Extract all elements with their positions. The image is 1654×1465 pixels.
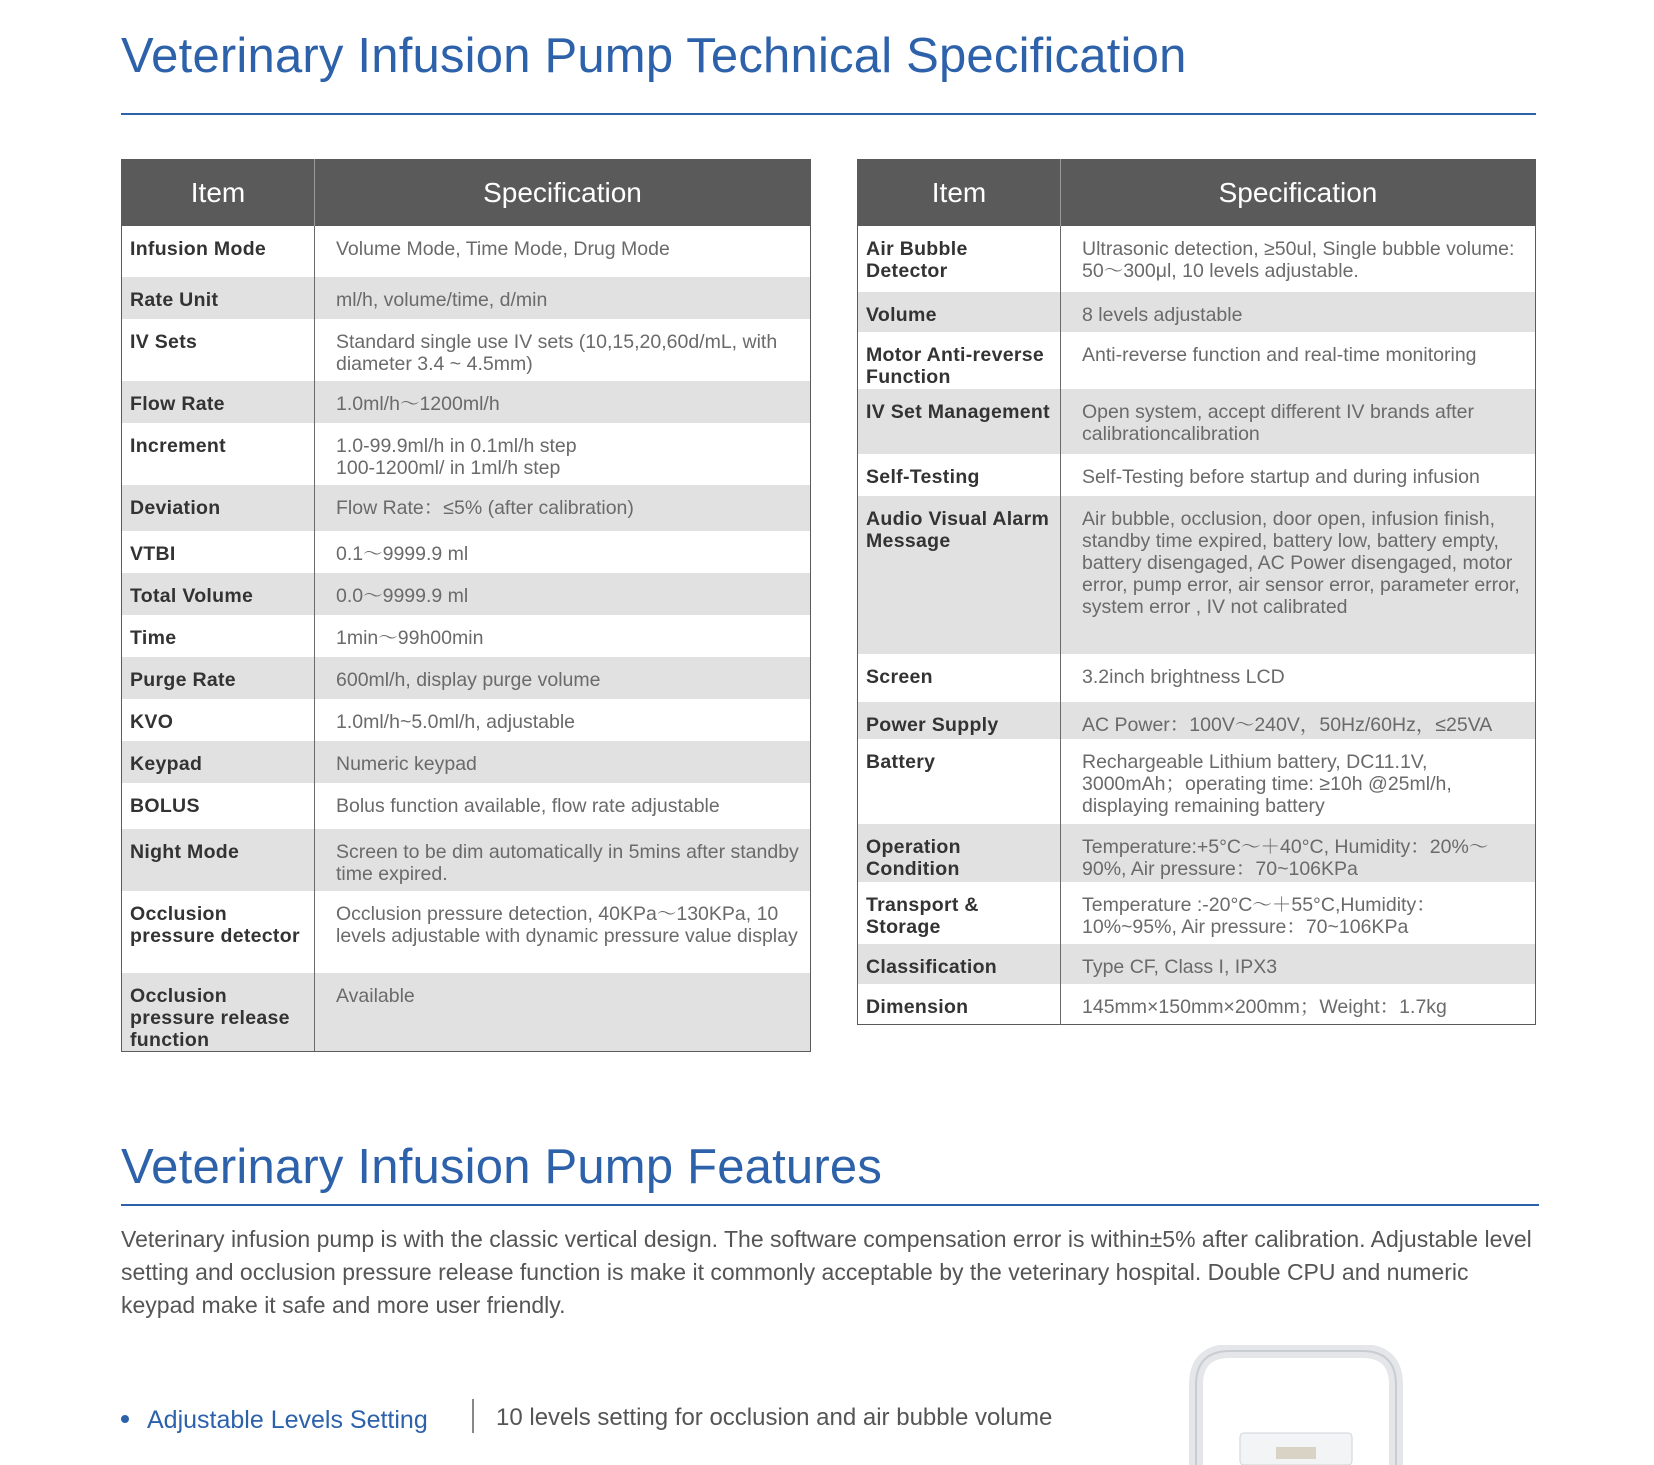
bullet-divider bbox=[472, 1399, 474, 1433]
features-title: Veterinary Infusion Pump Features bbox=[121, 1140, 883, 1194]
spec-cell: 1.0ml/h～1200ml/h bbox=[315, 381, 811, 423]
item-cell: Motor Anti-reverse Function bbox=[858, 332, 1061, 389]
spec-cell: 1min～99h00min bbox=[336, 627, 484, 649]
spec-cell: ml/h, volume/time, d/min bbox=[315, 277, 811, 319]
item-header: Item bbox=[122, 160, 315, 227]
spec-row-bolus bbox=[122, 783, 811, 829]
bullet-title: Adjustable Levels Setting bbox=[147, 1406, 428, 1434]
spec-cell: Flow Rate：≤5% (after calibration) bbox=[315, 485, 811, 531]
item-cell: VTBI bbox=[122, 531, 315, 573]
item-cell: Time bbox=[122, 615, 315, 657]
spec-row-audio-visual-alarm-message bbox=[858, 496, 1536, 654]
item-cell: Dimension bbox=[858, 984, 1061, 1024]
spec-row-battery bbox=[858, 739, 1536, 824]
spec-cell: Anti-reverse function and real-time monitoring bbox=[1082, 344, 1477, 366]
spec-header: Specification bbox=[315, 160, 811, 227]
spec-row-kvo bbox=[122, 699, 811, 741]
spec-row-vtbi bbox=[122, 531, 811, 573]
bullet-description: 10 levels setting for occlusion and air bubble volume bbox=[496, 1404, 1053, 1431]
spec-row-volume bbox=[858, 292, 1536, 332]
spec-row-motor-anti-reverse-function bbox=[858, 332, 1536, 389]
spec-cell: Rechargeable Lithium battery, DC11.1V, 3000mAh；operating time: ≥10h @25ml/h, displaying remaining battery bbox=[1082, 751, 1452, 817]
spec-cell: 0.1～9999.9 ml bbox=[336, 543, 469, 565]
spec-cell: Temperature:+5°C～＋40°C, Humidity：20%～90%, Air pressure：70~106KPa bbox=[1061, 824, 1536, 882]
spec-row-dimension bbox=[858, 984, 1536, 1024]
spec-row-time bbox=[122, 615, 811, 657]
spec-row-increment bbox=[122, 423, 811, 485]
spec-row-air-bubble-detector bbox=[858, 226, 1536, 292]
item-cell: Total Volume bbox=[122, 573, 315, 615]
spec-cell: Self-Testing before startup and during infusion bbox=[1082, 466, 1480, 488]
item-cell: Keypad bbox=[122, 741, 315, 783]
spec-cell: Ultrasonic detection, ≥50ul, Single bubble volume: 50～300μl, 10 levels adjustable. bbox=[1082, 238, 1515, 282]
spec-row-keypad bbox=[122, 741, 811, 783]
spec-cell: 600ml/h, display purge volume bbox=[315, 657, 811, 699]
left-spec-table bbox=[121, 159, 811, 1052]
table-header-row bbox=[858, 160, 1536, 227]
item-cell: Screen bbox=[858, 654, 1061, 702]
spec-row-occlusion-pressure-release-function bbox=[122, 973, 811, 1052]
spec-cell: 8 levels adjustable bbox=[1061, 292, 1536, 332]
right-spec-table bbox=[857, 159, 1536, 1025]
item-cell: Self-Testing bbox=[858, 454, 1061, 496]
item-cell: KVO bbox=[122, 699, 315, 741]
title-divider bbox=[121, 113, 1536, 115]
spec-header: Specification bbox=[1061, 160, 1536, 227]
item-cell: Volume bbox=[858, 292, 1061, 332]
spec-cell: 1.0ml/h~5.0ml/h, adjustable bbox=[336, 711, 576, 733]
item-cell: Rate Unit bbox=[122, 277, 315, 319]
item-cell: Occlusion pressure release function bbox=[122, 973, 315, 1052]
spec-cell: Screen to be dim automatically in 5mins after standby time expired. bbox=[315, 829, 811, 891]
item-cell: Occlusion pressure detector bbox=[122, 891, 315, 973]
pump-image bbox=[1180, 1345, 1412, 1465]
spec-cell: Available bbox=[315, 973, 811, 1052]
item-cell: Flow Rate bbox=[122, 381, 315, 423]
spec-row-purge-rate bbox=[122, 657, 811, 699]
item-cell: Power Supply bbox=[858, 702, 1061, 739]
spec-row-total-volume bbox=[122, 573, 811, 615]
item-cell: BOLUS bbox=[122, 783, 315, 829]
spec-cell: Type CF, Class I, IPX3 bbox=[1061, 944, 1536, 984]
spec-row-night-mode bbox=[122, 829, 811, 891]
item-cell: Purge Rate bbox=[122, 657, 315, 699]
spec-cell: 145mm×150mm×200mm；Weight：1.7kg bbox=[1082, 996, 1447, 1018]
features-divider bbox=[121, 1204, 1539, 1206]
item-cell: Transport & Storage bbox=[858, 882, 1061, 944]
item-cell: Operation Condition bbox=[858, 824, 1061, 882]
item-cell: IV Sets bbox=[122, 319, 315, 381]
spec-row-operation-condition bbox=[858, 824, 1536, 882]
spec-cell: Bolus function available, flow rate adjustable bbox=[336, 795, 720, 817]
spec-cell: 3.2inch brightness LCD bbox=[1082, 666, 1285, 688]
item-cell: Audio Visual Alarm Message bbox=[858, 496, 1061, 654]
spec-cell: Volume Mode, Time Mode, Drug Mode bbox=[336, 238, 670, 260]
spec-row-classification bbox=[858, 944, 1536, 984]
spec-cell: Numeric keypad bbox=[315, 741, 811, 783]
spec-row-iv-set-management bbox=[858, 389, 1536, 454]
spec-cell: Open system, accept different IV brands after calibrationcalibration bbox=[1061, 389, 1536, 454]
spec-row-occlusion-pressure-detector bbox=[122, 891, 811, 973]
bullet-item bbox=[121, 1406, 428, 1435]
spec-cell: AC Power：100V～240V，50Hz/60Hz，≤25VA bbox=[1061, 702, 1536, 739]
features-description: Veterinary infusion pump is with the classic vertical design. The software compensation error is within±5% after calibration. Adjustable level setting and occlusion pressure release function is make it commonly acceptable by the veterinary hospital. Double CPU and numeric keypad make it safe and more user friendly. bbox=[121, 1226, 1532, 1318]
item-header: Item bbox=[858, 160, 1061, 227]
spec-row-infusion-mode bbox=[122, 226, 811, 277]
item-cell: Classification bbox=[858, 944, 1061, 984]
item-cell: Increment bbox=[122, 423, 315, 485]
spec-row-self-testing bbox=[858, 454, 1536, 496]
item-cell: Air Bubble Detector bbox=[858, 226, 1061, 292]
spec-cell: Occlusion pressure detection, 40KPa～130KPa, 10 levels adjustable with dynamic pressure value display bbox=[336, 903, 798, 947]
spec-cell: Air bubble, occlusion, door open, infusion finish, standby time expired, battery low, battery empty, battery disengaged, AC Power disengaged, motor error, pump error, air sensor error, parameter error, system error , IV not calibrated bbox=[1061, 496, 1536, 654]
item-cell: Night Mode bbox=[122, 829, 315, 891]
bullet-dot bbox=[121, 1415, 129, 1423]
spec-cell: 0.0～9999.9 ml bbox=[315, 573, 811, 615]
spec-row-deviation bbox=[122, 485, 811, 531]
item-cell: IV Set Management bbox=[858, 389, 1061, 454]
spec-cell: 1.0-99.9ml/h in 0.1ml/h step 100-1200ml/ in 1ml/h step bbox=[336, 435, 577, 479]
spec-row-transport-storage bbox=[858, 882, 1536, 944]
item-cell: Infusion Mode bbox=[122, 226, 315, 277]
table-header-row bbox=[122, 160, 811, 227]
item-cell: Battery bbox=[858, 739, 1061, 824]
spec-row-iv-sets bbox=[122, 319, 811, 381]
item-cell: Deviation bbox=[122, 485, 315, 531]
spec-cell: Temperature :-20°C～＋55°C,Humidity：10%~95%, Air pressure：70~106KPa bbox=[1082, 894, 1436, 938]
spec-cell: Standard single use IV sets (10,15,20,60d/mL, with diameter 3.4 ~ 4.5mm) bbox=[336, 331, 778, 375]
spec-row-flow-rate bbox=[122, 381, 811, 423]
spec-row-screen bbox=[858, 654, 1536, 702]
spec-row-rate-unit bbox=[122, 277, 811, 319]
spec-title: Veterinary Infusion Pump Technical Specification bbox=[121, 29, 1187, 83]
spec-row-power-supply bbox=[858, 702, 1536, 739]
